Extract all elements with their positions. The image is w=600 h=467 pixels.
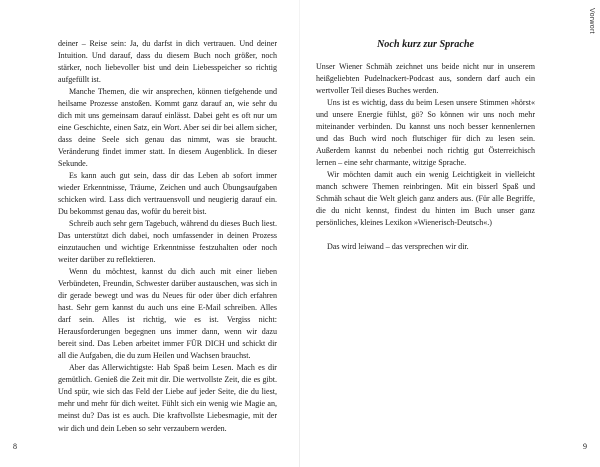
page-number-right: 9 — [583, 442, 587, 451]
section-heading: Noch kurz zur Sprache — [376, 39, 475, 50]
paragraph: Uns ist es wichtig, dass du beim Lesen unsere Stimmen »hörst« und unsere Energie fühlst, gö? So können wir uns noch mehr miteinander verbinden. Du kannst uns noch besser kennenlernen und das Buch wird noch flutschiger für dich zu lesen sein. Außerdem kannst du nebenbei noch richtig gut Österreichisch lernen – eine sehr charmante, witzige Sprache. — [316, 98, 535, 168]
paragraph: Wir möchten damit auch ein wenig Leichtigkeit in vielleicht manch schwere Themen reinbringen. Mit ein bisserl Spaß und Schmäh schaut die Welt gleich ganz anders aus. (Für alle Begriffe, die du nicht kennst, findest du hinten im Buch unser ganz persönliches, kleines Lexikon »Wienerisch-Deutsch«.) — [316, 170, 535, 228]
paragraph: deiner – Reise sein: Ja, du darfst in dich vertrauen. Und deiner Intuition. Und darauf, dass du diesem Buch noch größer, noch stärker, noch liebevoller bist und dein Liebesspeicher so richtig aufgefüllt ist. — [58, 39, 277, 85]
right-page — [300, 0, 600, 467]
left-page-text — [58, 38, 277, 435]
paragraph: Unser Wiener Schmäh zeichnet uns beide nicht nur in unserem heißgeliebten Pudelnackert-Podcast aus, sondern darf auch ein wertvoller Teil dieses Buches werden. — [316, 62, 535, 96]
right-page-text — [316, 38, 535, 253]
running-head: Vorwort — [588, 8, 595, 34]
page-number-left: 8 — [13, 442, 17, 451]
paragraph: Wenn du möchtest, kannst du dich auch mit einer lieben Verbündeten, Freundin, Schwester darüber austauschen, was sich in dir gerade bewegt und was du Neues für oder über dich erfahren hast. Sehr gern kannst du auch uns eine E-Mail schreiben. Alles darf sein. Alles ist richtig, wie es ist. Vergiss nicht: Herausforderungen begegnen uns immer dann, wenn wir dazu bereit sind. Das Leben arbeitet immer FÜR DICH und schickt dir all die Aufgaben, die du zum Heilen und Wachsen brauchst. — [58, 267, 277, 361]
paragraph: Schreib auch sehr gern Tagebuch, während du dieses Buch liest. Das unterstützt dich dabei, noch umfassender in deinen Prozess einzutauchen und wichtige Erkenntnisse festzuhalten oder noch weiter darüber zu reflektieren. — [58, 219, 277, 265]
paragraph: Aber das Allerwichtigste: Hab Spaß beim Lesen. Mach es dir gemütlich. Genieß die Zeit mit dir. Die wertvollste Zeit, die es gibt. Und spür, wie sich das Feld der Liebe auf jeder Seite, die du liest, mehr und mehr für dich weitet. Fühlt sich ein wenig wie Magie an, meinst du? Das ist es auch. Die kraftvollste Liebesmagie, mit der wir dich und dein Leben so sehr verzaubern werden. — [58, 363, 277, 433]
paragraph: Das wird leiwand – das versprechen wir dir. — [327, 242, 469, 252]
paragraph: Es kann auch gut sein, dass dir das Leben ab sofort immer wieder Erkenntnisse, Träume, Zeichen und auch Übungsaufgaben schicken wird. Lass dich vertrauensvoll und neugierig darauf ein. Du bekommst genau das, wofür du bereit bist. — [58, 171, 277, 217]
paragraph: Manche Themen, die wir ansprechen, können tiefgehende und heilsame Prozesse anstoßen. Kommt ganz darauf an, wie sehr du dich mit uns gemeinsam darauf einlässt. Dabei geht es oft nur um eine Geschichte, einen Satz, ein Wort. Aber sei dir bei allem sicher, dass deine Seele sich genau das nimmt, was sie braucht. Veränderung findet immer statt. In diesem Augenblick. In dieser Sekunde. — [58, 87, 277, 169]
